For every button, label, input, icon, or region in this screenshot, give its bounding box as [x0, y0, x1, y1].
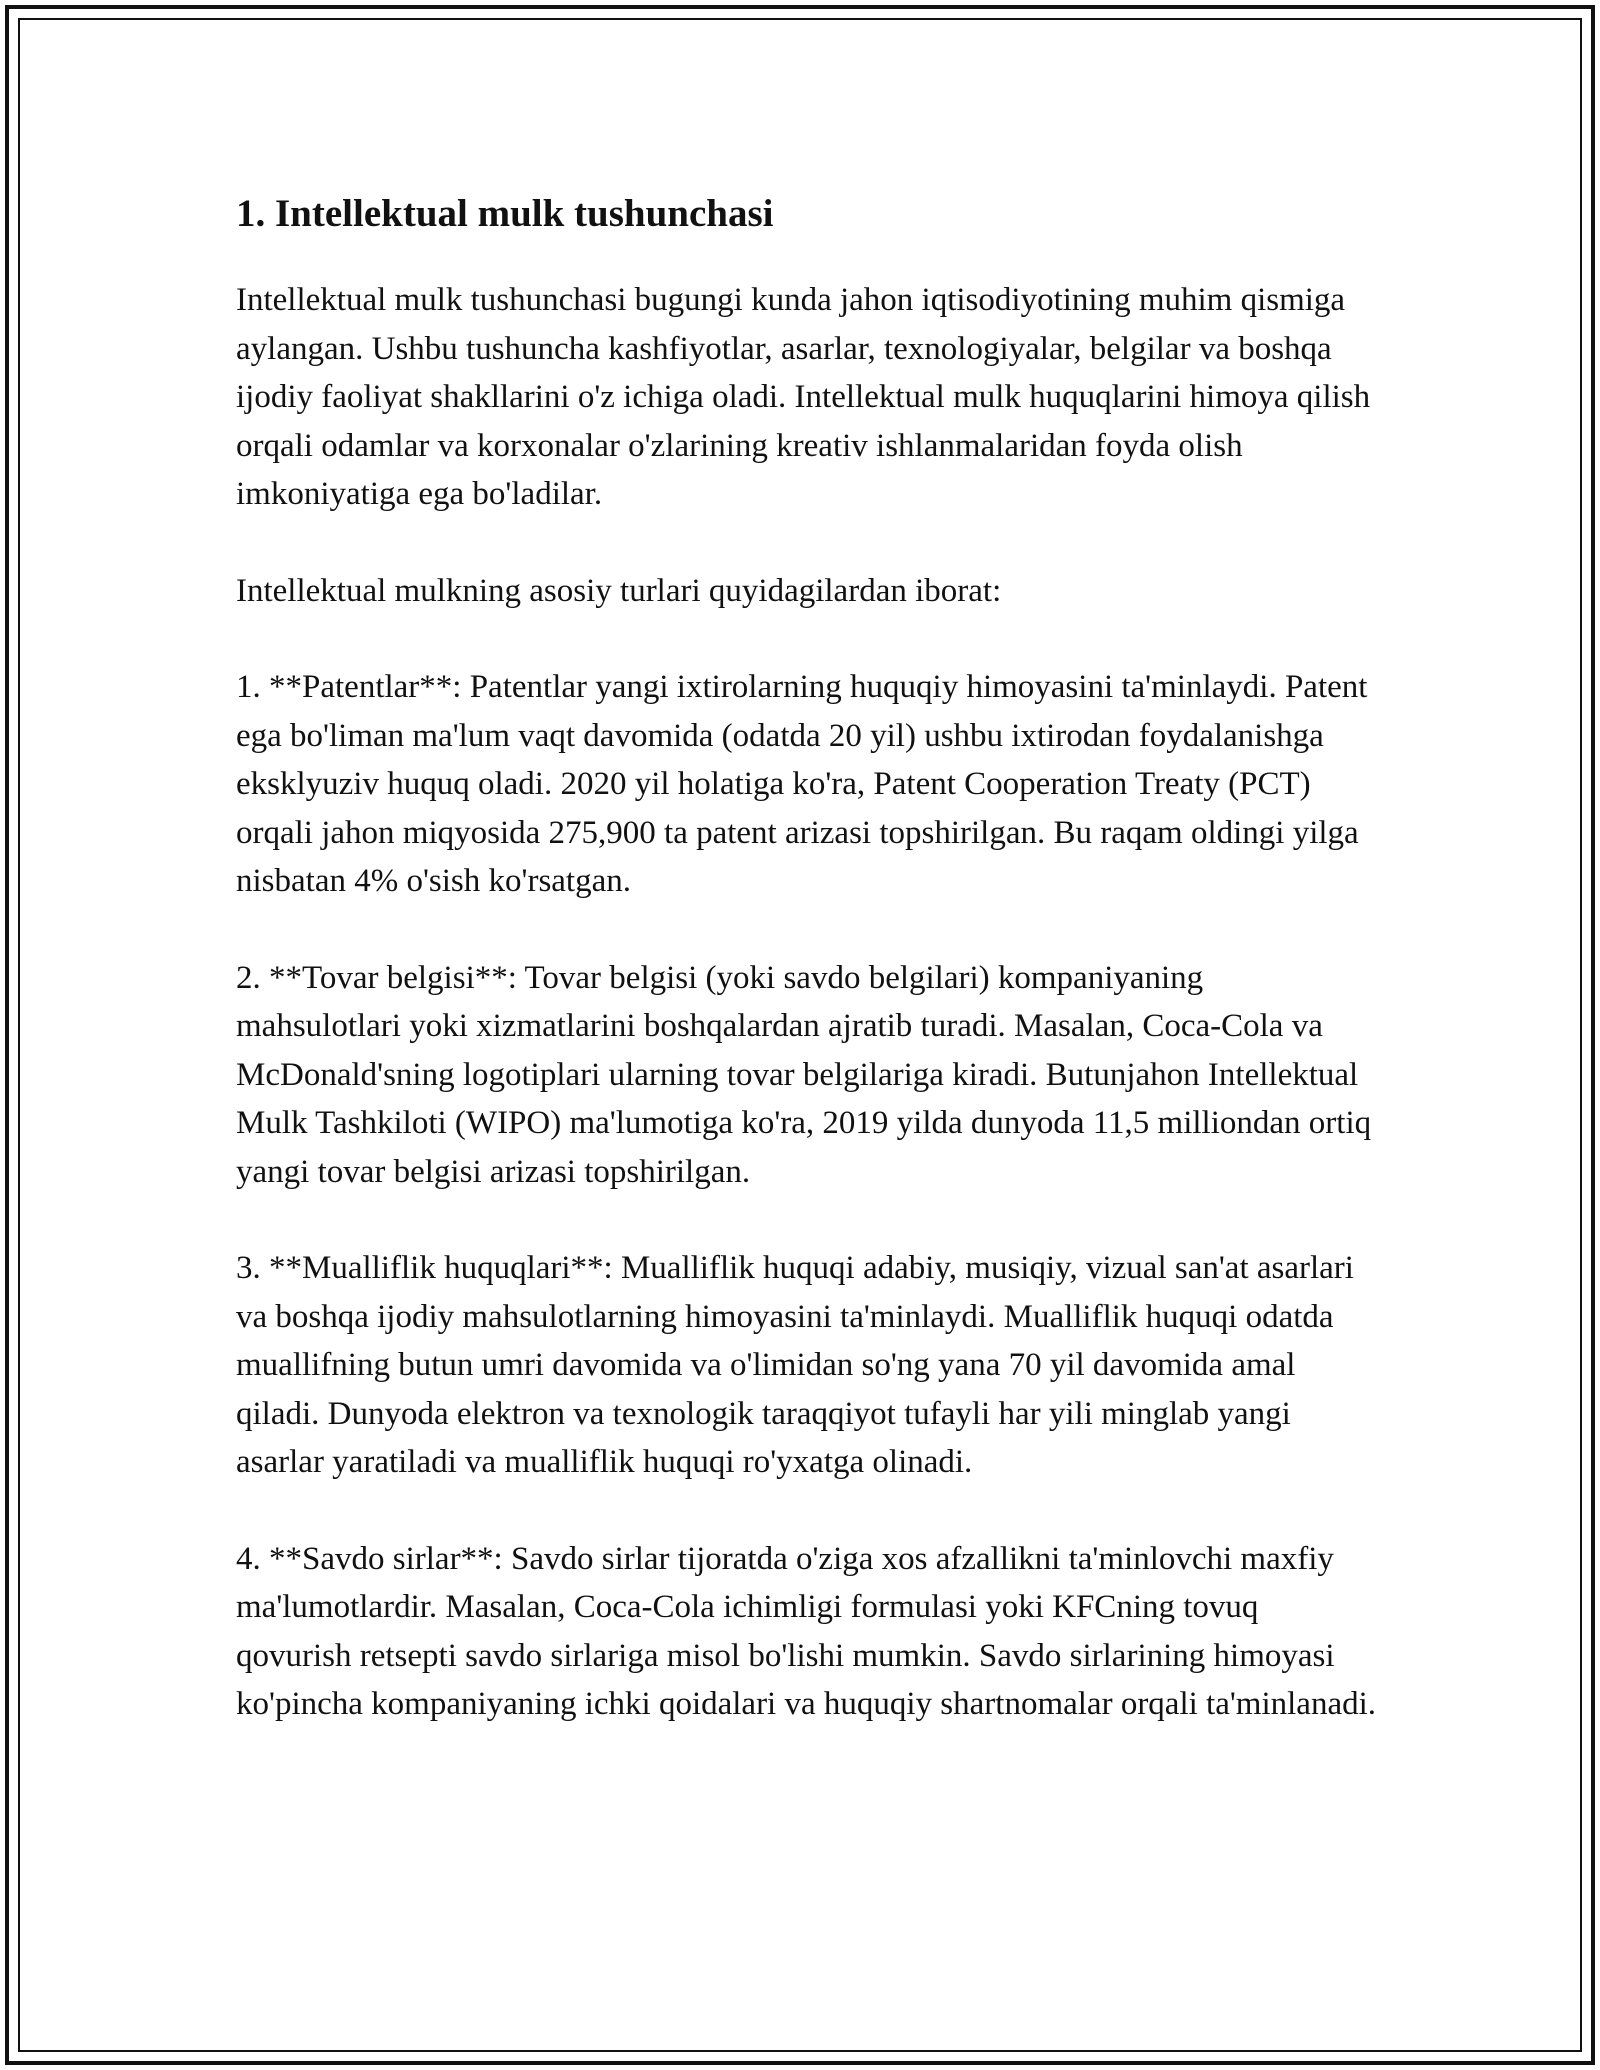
section-title: 1. Intellektual mulk tushunchasi: [236, 192, 774, 235]
trade-secrets-paragraph: 4. **Savdo sirlar**: Savdo sirlar tijoratda o'ziga xos afzallikni ta'minlovchi maxfiy ma'lumotlardir. Masalan, Coca-Cola ichimligi formulasi yoki KFCning tovuq qovurish retsepti savdo sirlariga misol bo'lishi mumkin. Savdo sirlarining himoyasi ko'pincha kompaniyaning ichki qoidalari va huquqiy shartnomalar orqali ta'minlanadi.: [236, 1540, 1377, 1722]
document-body: [236, 190, 1376, 1777]
copyright-paragraph: 3. **Mualliflik huquqlari**: Mualliflik huquqi adabiy, musiqiy, vizual san'at asarlari va boshqa ijodiy mahsulotlarning himoyasini ta'minlaydi. Mualliflik huquqi odatda muallifning butun umri davomida va o'limidan so'ng yana 70 yil davomida amal qiladi. Dunyoda elektron va texnologik taraqqiyot tufayli har yili minglab yangi asarlar yaratiladi va mualliflik huquqi ro'yxatga olinadi.: [236, 1250, 1354, 1480]
types-intro-paragraph: Intellektual mulkning asosiy turlari quyidagilardan iborat:: [236, 572, 1002, 609]
patents-paragraph: 1. **Patentlar**: Patentlar yangi ixtirolarning huquqiy himoyasini ta'minlaydi. Patent ega bo'liman ma'lum vaqt davomida (odatda 20 yil) ushbu ixtirodan foydalanishga eksklyuziv huquq oladi. 2020 yil holatiga ko'ra, Patent Cooperation Treaty (PCT) orqali jahon miqyosida 275,900 ta patent arizasi topshirilgan. Bu raqam oldingi yilga nisbatan 4% o'sish ko'rsatgan.: [236, 669, 1368, 899]
trademark-paragraph: 2. **Tovar belgisi**: Tovar belgisi (yoki savdo belgilari) kompaniyaning mahsulotlari yoki xizmatlarini boshqalardan ajratib turadi. Masalan, Coca-Cola va McDonald'sning logotiplari ularning tovar belgilariga kiradi. Butunjahon Intellektual Mulk Tashkiloti (WIPO) ma'lumotiga ko'ra, 2019 yilda dunyoda 11,5 milliondan ortiq yangi tovar belgisi arizasi topshirilgan.: [236, 959, 1372, 1190]
intro-paragraph: Intellektual mulk tushunchasi bugungi kunda jahon iqtisodiyotining muhim qismiga aylangan. Ushbu tushuncha kashfiyotlar, asarlar, texnologiyalar, belgilar va boshqa ijodiy faoliyat shakllarini o'z ichiga oladi. Intellektual mulk huquqlarini himoya qilish orqali odamlar va korxonalar o'zlarining kreativ ishlanmalaridan foyda olish imkoniyatiga ega bo'ladilar.: [236, 282, 1371, 512]
